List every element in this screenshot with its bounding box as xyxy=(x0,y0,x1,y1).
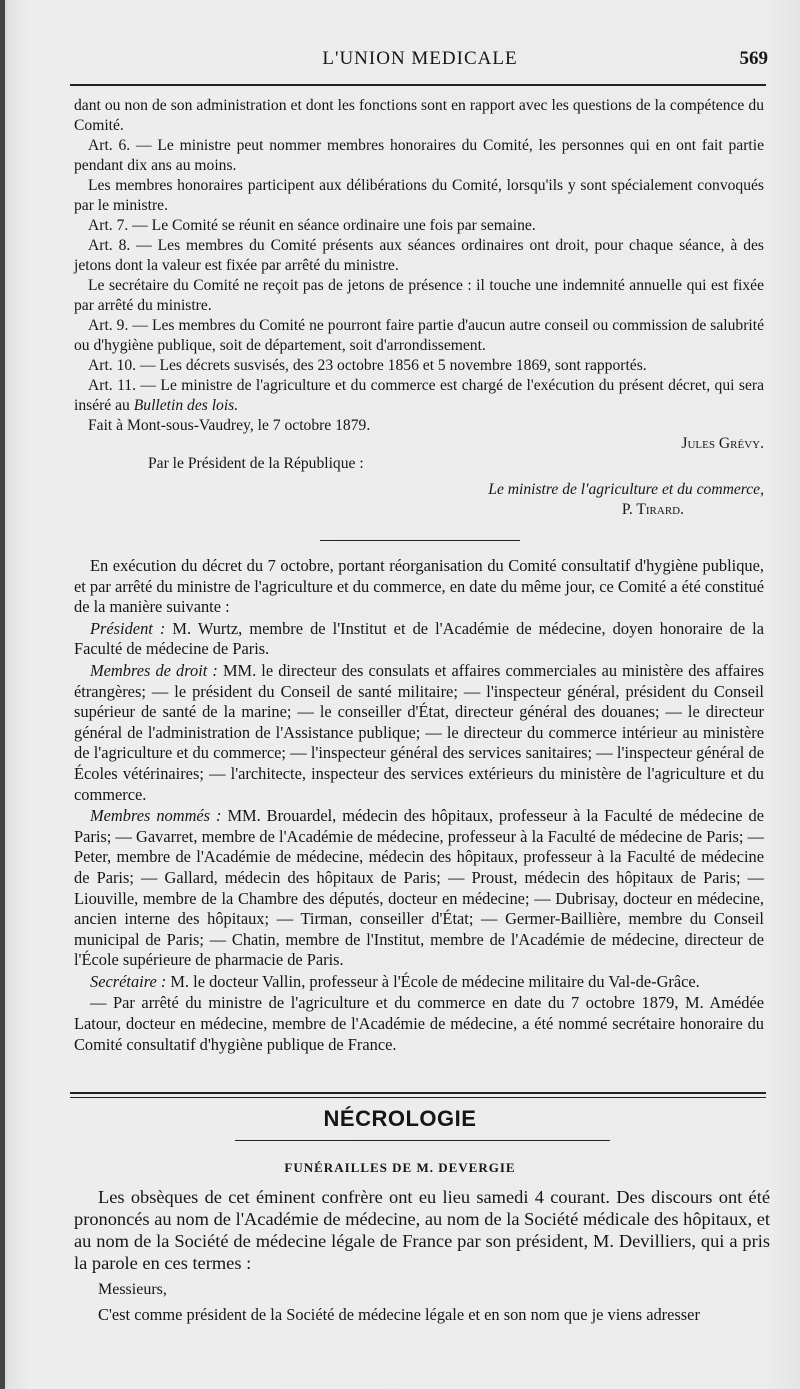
article-11 xyxy=(74,376,764,416)
article-7: Art. 7. — Le Comité se réunit en séance ordinaire une fois par semaine. xyxy=(88,217,536,234)
bulletin-title: Bulletin des lois. xyxy=(133,397,239,414)
article-9: Art. 9. — Les membres du Comité ne pourront faire partie d'aucun autre conseil ou commission de salubrité ou d'hygiène publique, soit de département, soit d'arrondissement. xyxy=(74,317,764,354)
decree-paragraph: Les membres honoraires participent aux délibérations du Comité, lorsqu'ils y sont spécialement convoqués par le ministre. xyxy=(74,177,764,214)
signature-tirard: P. Tirard. xyxy=(621,501,684,518)
membres-nommes-paragraph: Membres nommés : MM. Brouardel, médecin des hôpitaux, professeur à la Faculté de médecine de Paris; — Gavarret, membre de l'Académie de médecine, professeur à la Faculté de médecine de Paris; — Peter, membre de l'Académie de médecine, médecin des hôpitaux, professeur à la Faculté de médecine de Paris; — Gallard, médecin des hôpitaux de Paris; — Proust, médecin des hôpitaux de Paris; — Liouville, membre de la Chambre des députés, docteur en médecine; — Dubrisay, docteur en médecine, ancien interne des hôpitaux; — Tirman, conseiller d'État; — Germer-Baillière, membre du Conseil municipal de Paris; — Chatin, membre de l'Institut, membre de l'Académie de médecine, directeur de l'École supérieure de pharmacie de Paris. xyxy=(74,806,764,970)
necrologie-paragraph: C'est comme président de la Société de médecine légale et en son nom que je viens adresser xyxy=(98,1305,700,1324)
article-6: Art. 6. — Le ministre peut nommer membres honoraires du Comité, les personnes qui en ont fait partie pendant dix ans au moins. xyxy=(74,137,764,174)
president-paragraph: Président : M. Wurtz, membre de l'Institut et de l'Académie de médecine, doyen honoraire de la Faculté de médecine de Paris. xyxy=(74,618,764,659)
secretaire-label: Secrétaire : xyxy=(90,971,167,991)
article-8: Art. 8. — Les membres du Comité présents aux séances ordinaires ont droit, pour chaque séance, à des jetons dont la valeur est fixée par arrêté du ministre. xyxy=(74,237,764,274)
necrologie-paragraph: Les obsèques de cet éminent confrère ont eu lieu samedi 4 courant. Des discours ont été prononcés au nom de l'Académie de médecine, au nom de la Société médicale des hôpitaux, et au nom de la Société de médecine légale de France par son président, M. Devilliers, qui a pris la parole en ces termes : xyxy=(74,1187,770,1273)
membres-droit-paragraph: Membres de droit : MM. le directeur des consulats et affaires commerciales au ministère des affaires étrangères; — le président du Conseil de santé militaire; — l'inspecteur général, président du Conseil supérieur de santé de la marine; — le conseiller d'État, directeur général des douanes; — le directeur général de l'administration de l'Assistance publique; — le directeur du commerce intérieur au ministère de l'agriculture et du commerce; — l'inspecteur général des services sanitaires; — l'inspecteur général de Écoles vétérinaires; — l'architecte, inspecteur des services extérieurs du ministère de l'agriculture et du commerce. xyxy=(74,660,764,804)
decree-paragraph: dant ou non de son administration et dont les fonctions sont en rapport avec les questions de la compétence du Comité. xyxy=(74,97,764,134)
page-header xyxy=(70,48,770,76)
membres-droit-label: Membres de droit : xyxy=(90,660,218,680)
salutation: Messieurs, xyxy=(98,1281,167,1298)
decree-paragraph: Le secrétaire du Comité ne reçoit pas de jetons de présence : il touche une indemnité annuelle qui est fixée par arrêté du ministre. xyxy=(74,277,764,314)
par-le-president: Par le Président de la République : xyxy=(148,455,364,472)
composition-intro: En exécution du décret du 7 octobre, portant réorganisation du Comité consultatif d'hygiène publique, et par arrêté du ministre de l'agriculture et du commerce, en date du même jour, ce Comité a été constitué de la manière suivante : xyxy=(74,556,764,617)
ministre-line: Le ministre de l'agriculture et du commerce, xyxy=(488,481,764,498)
article-11-text: Art. 11. — Le ministre de l'agriculture et du commerce est chargé de l'exécution du présent décret, qui sera inséré au xyxy=(74,377,764,414)
article-10: Art. 10. — Les décrets susvisés, des 23 octobre 1856 et 5 novembre 1869, sont rapportés. xyxy=(88,357,647,374)
section-divider xyxy=(320,540,520,541)
funerailles-heading: FUNÉRAILLES DE M. DEVERGIE xyxy=(284,1160,516,1175)
necrologie-text xyxy=(74,1186,770,1325)
book-spine-shadow xyxy=(0,0,5,1389)
fait-line: Fait à Mont-sous-Vaudrey, le 7 octobre 1879. xyxy=(88,417,371,434)
running-title: L'UNION MEDICALE xyxy=(322,48,518,69)
page-number: 569 xyxy=(739,48,768,69)
decree-text xyxy=(74,96,764,520)
necrologie-underline xyxy=(235,1140,610,1141)
composition-text xyxy=(74,556,764,1056)
necrologie-heading: NÉCROLOGIE xyxy=(323,1106,477,1131)
secretaire-paragraph: Secrétaire : M. le docteur Vallin, professeur à l'École de médecine militaire du Val-de-Grâce. xyxy=(90,971,700,991)
signature-grevy: Jules Grévy. xyxy=(681,435,764,452)
double-rule-top xyxy=(70,1092,766,1094)
latour-paragraph: — Par arrêté du ministre de l'agriculture et du commerce en date du 7 octobre 1879, M. Amédée Latour, docteur en médecine, membre de l'Académie de médecine, a été nommé secrétaire honoraire du Comité consultatif d'hygiène publique de France. xyxy=(74,993,764,1054)
header-rule xyxy=(70,84,766,86)
president-label: Président : xyxy=(90,618,166,638)
double-rule-bottom xyxy=(70,1097,766,1098)
membres-nommes-label: Membres nommés : xyxy=(90,806,222,826)
